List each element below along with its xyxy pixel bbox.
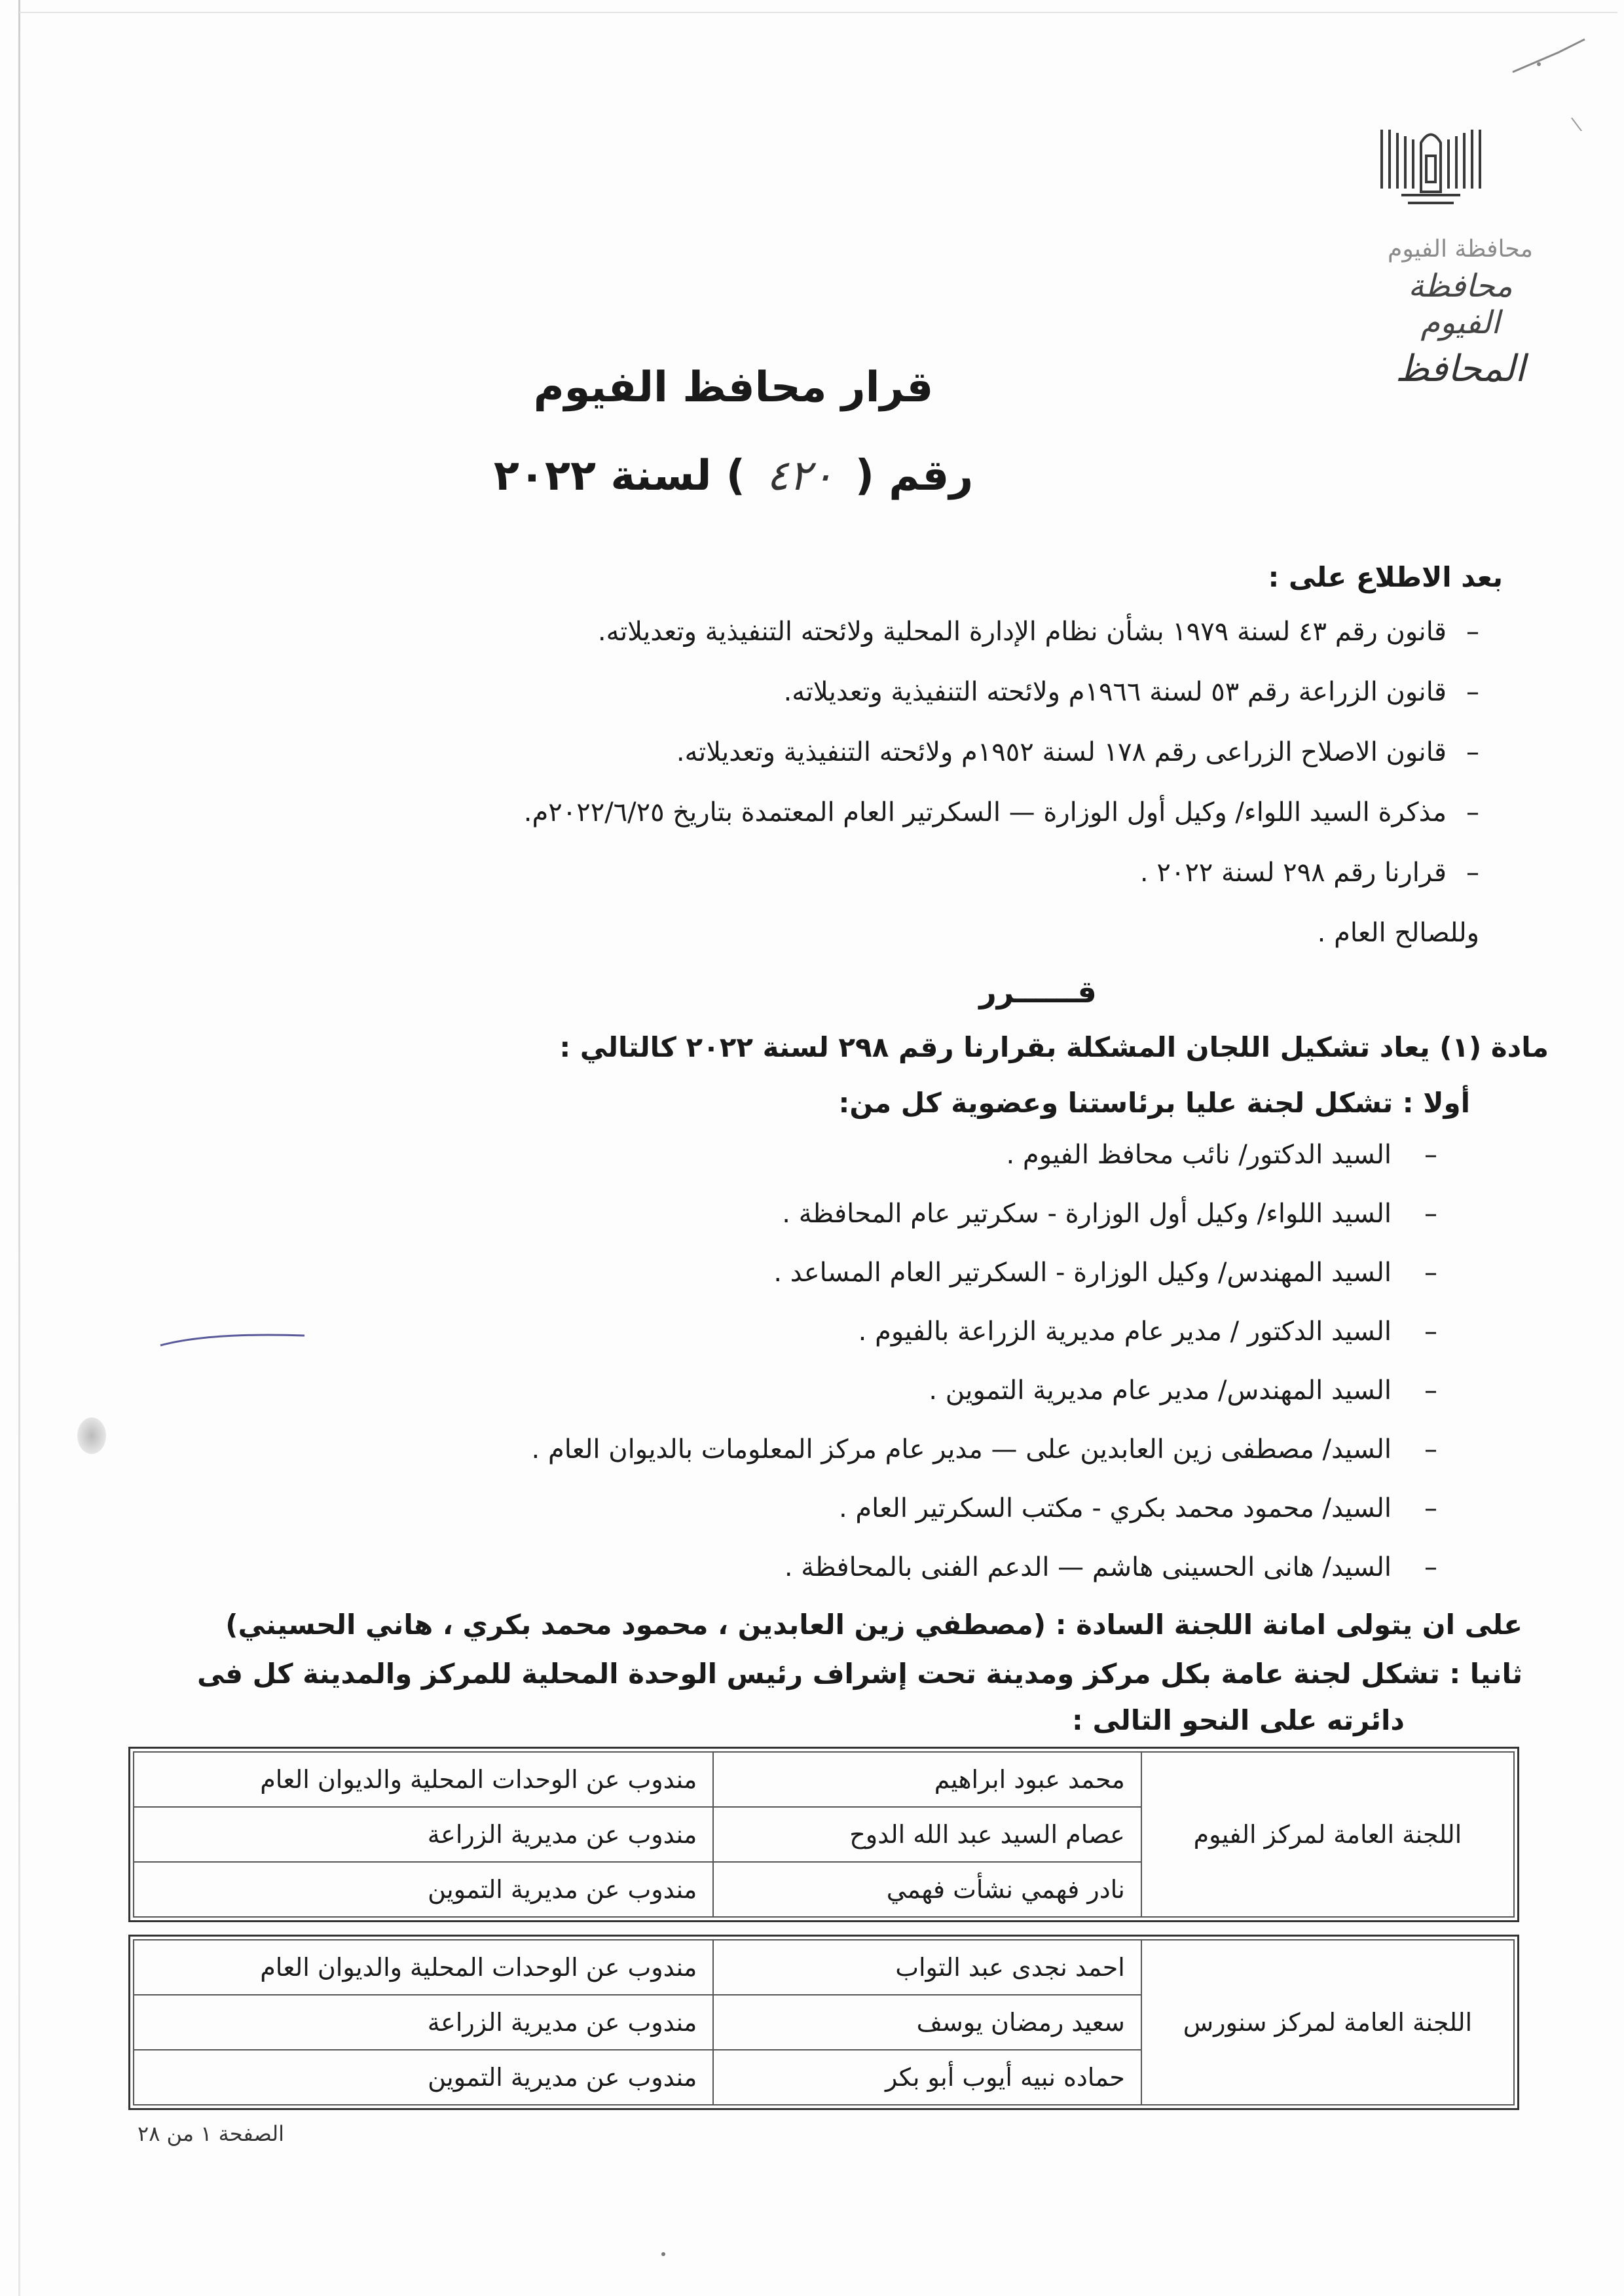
- decree-number-suffix: ) لسنة ٢٠٢٢: [493, 452, 745, 500]
- secretariat-clause: على ان يتولى امانة اللجنة السادة : (مصطفي زين العابدين ، محمود محمد بكري ، هاني الحسيني): [225, 1609, 1522, 1641]
- member-role-cell: مندوب عن مديرية التموين: [134, 2050, 713, 2105]
- second-clause-continuation: دائرته على النحو التالى :: [1072, 1704, 1405, 1736]
- member-item: – السيد المهندس/ وكيل الوزارة - السكرتير العام المساعد .: [115, 1253, 1437, 1292]
- member-item: – السيد الدكتور/ نائب محافظ الفيوم .: [115, 1135, 1437, 1175]
- member-role-cell: مندوب عن مديرية التموين: [134, 1862, 713, 1917]
- member-role-cell: مندوب عن الوحدات المحلية والديوان العام: [134, 1752, 713, 1807]
- member-name-cell: عصام السيد عبد الله الدوح: [713, 1807, 1141, 1862]
- committee-table-fayoum: [128, 1747, 1519, 1922]
- scan-dot-mark: [661, 2252, 665, 2256]
- member-role-cell: مندوب عن مديرية الزراعة: [134, 1995, 713, 2050]
- document-title: قرار محافظ الفيوم: [533, 363, 934, 412]
- decree-number-prefix: رقم (: [855, 452, 974, 500]
- decree-number-handwritten: ٤٢٠: [766, 452, 834, 500]
- committee-members-list: [115, 1135, 1503, 1587]
- scan-edge-top: [20, 12, 1617, 13]
- punch-hole-mark: [77, 1417, 106, 1454]
- reference-item: – مذكرة السيد اللواء/ وكيل أول الوزارة — السكرتير العام المعتمدة بتاريخ ٢٠٢٢/٦/٢٥م.: [115, 793, 1479, 832]
- committee-name-cell: اللجنة العامة لمركز سنورس: [1141, 1940, 1514, 2105]
- member-role-cell: مندوب عن الوحدات المحلية والديوان العام: [134, 1940, 713, 1995]
- decree-heading: قــــــرر: [979, 974, 1097, 1010]
- header-line-1: محافظة الفيوم: [1388, 236, 1533, 263]
- member-name-cell: محمد عبود ابراهيم: [713, 1752, 1141, 1807]
- committee-table: [133, 1751, 1515, 1918]
- corner-scan-mark: [1500, 26, 1598, 131]
- reference-item: – قانون رقم ٤٣ لسنة ١٩٧٩ بشأن نظام الإدارة المحلية ولائحته التنفيذية وتعديلاته.: [115, 612, 1479, 651]
- member-item: – السيد المهندس/ مدير عام مديرية التموين .: [115, 1371, 1437, 1410]
- committee-table: [133, 1939, 1515, 2105]
- member-role-cell: مندوب عن مديرية الزراعة: [134, 1807, 713, 1862]
- page-number: الصفحة ١ من ٢٨: [138, 2121, 284, 2146]
- member-name-cell: احمد نجدى عبد التواب: [713, 1940, 1141, 1995]
- committee-name-cell: اللجنة العامة لمركز الفيوم: [1141, 1752, 1514, 1917]
- pen-stroke-mark: [157, 1329, 308, 1349]
- reference-item: – قانون الاصلاح الزراعى رقم ١٧٨ لسنة ١٩٥٢م ولائحته التنفيذية وتعديلاته.: [115, 733, 1479, 772]
- member-name-cell: حماده نبيه أيوب أبو بكر: [713, 2050, 1141, 2105]
- reference-item: – قانون الزراعة رقم ٥٣ لسنة ١٩٦٦م ولائحته التنفيذية وتعديلاته.: [115, 672, 1479, 712]
- member-item: – السيد اللواء/ وكيل أول الوزارة - سكرتير عام المحافظة .: [115, 1194, 1437, 1233]
- reference-item: – قرارنا رقم ٢٩٨ لسنة ٢٠٢٢ .: [115, 853, 1479, 892]
- table-row: [134, 1752, 1514, 1807]
- header-line-3: المحافظ: [1395, 348, 1526, 390]
- references-list: [115, 612, 1503, 892]
- article-one: مادة (١) يعاد تشكيل اللجان المشكلة بقرارنا رقم ٢٩٨ لسنة ٢٠٢٢ كالتالي :: [559, 1031, 1549, 1063]
- committee-table-sinnuris: [128, 1935, 1519, 2110]
- member-item: – السيد/ محمود محمد بكري - مكتب السكرتير العام .: [115, 1489, 1437, 1528]
- member-name-cell: نادر فهمي نشأت فهمي: [713, 1862, 1141, 1917]
- member-item: – السيد/ مصطفى زين العابدين على — مدير عام مركز المعلومات بالديوان العام .: [115, 1430, 1437, 1469]
- member-item: – السيد الدكتور / مدير عام مديرية الزراعة بالفيوم .: [115, 1312, 1437, 1351]
- member-item: – السيد/ هانى الحسينى هاشم — الدعم الفنى بالمحافظة .: [115, 1548, 1437, 1587]
- first-clause: أولا : تشكل لجنة عليا برئاستنا وعضوية كل من:: [838, 1087, 1470, 1119]
- document-body: [115, 556, 1549, 1753]
- header-line-2: محافظة الفيوم: [1408, 268, 1513, 341]
- preamble-heading: بعد الاطلاع على :: [1268, 561, 1503, 593]
- table-row: [134, 1940, 1514, 1995]
- eagle-emblem-icon: [1375, 117, 1486, 215]
- decree-number: [0, 452, 1624, 500]
- scan-edge-left: [18, 0, 20, 2296]
- second-clause: ثانيا : تشكل لجنة عامة بكل مركز ومدينة تحت إشراف رئيس الوحدة المحلية للمركز والمدينة كل فى: [197, 1658, 1522, 1690]
- public-interest-line: وللصالح العام .: [1317, 918, 1479, 948]
- member-name-cell: سعيد رمضان يوسف: [713, 1995, 1141, 2050]
